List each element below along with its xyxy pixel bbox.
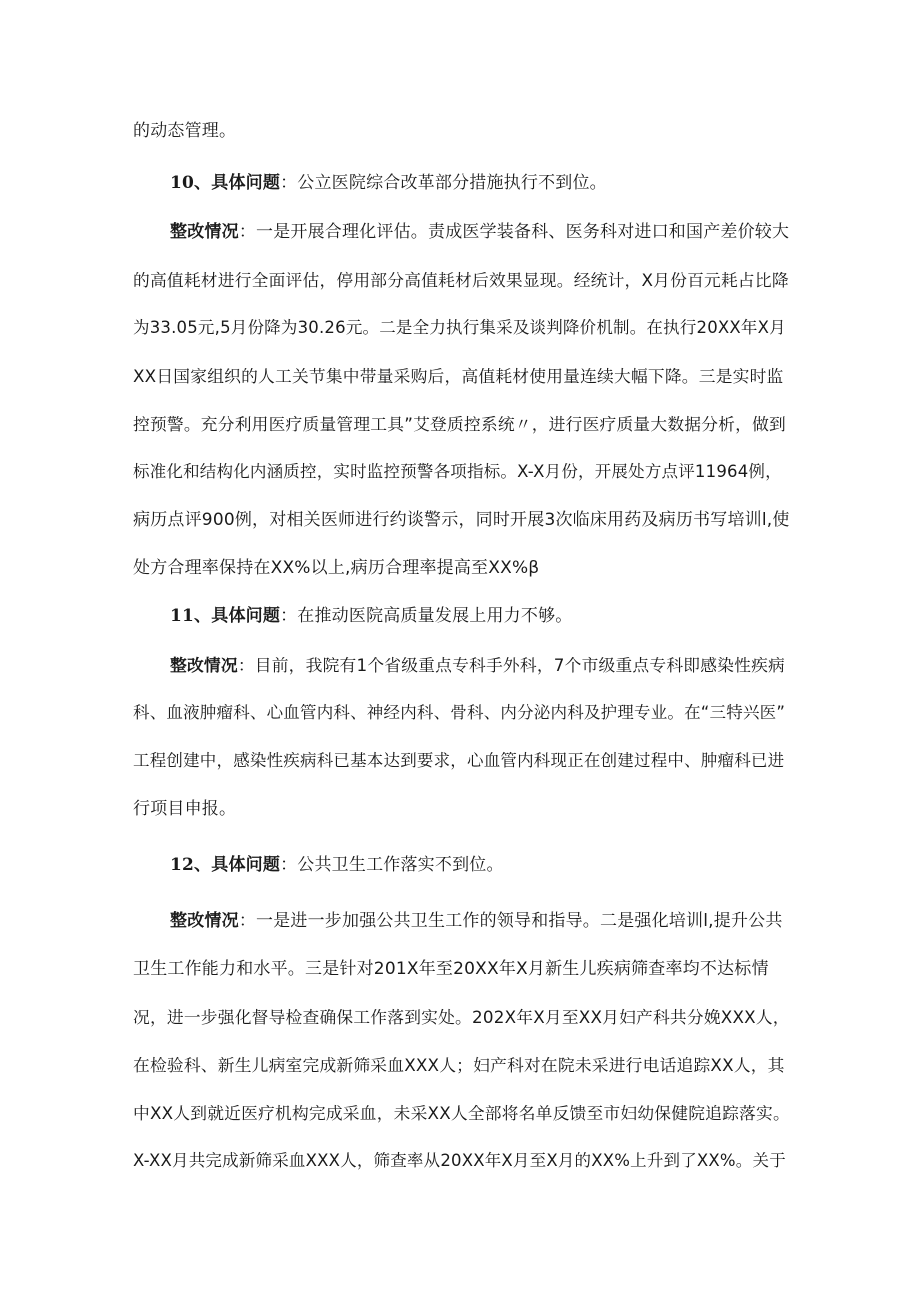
answer-12-line-5 xyxy=(133,1103,790,1123)
answer-label: 整改情况 xyxy=(170,911,239,931)
question-number: 12、 xyxy=(170,855,212,875)
line-text: 卫生工作能力和水平。三是针对201X年至20XX年X月新生儿疾病筛查率均不达标情 xyxy=(133,959,769,979)
question-text: ：公共卫生工作落实不到位。 xyxy=(280,855,504,875)
line-text: ：目前，我院有1个省级重点专科手外科，7个市级重点专科即感染性疾病 xyxy=(237,655,785,675)
line-text: 为33.05元,5月份降为30.26元。二是全力执行集采及谈判降价机制。在执行20XX年X月 xyxy=(133,318,786,337)
answer-12-line-6 xyxy=(133,1151,786,1171)
answer-10-line-5 xyxy=(133,414,786,434)
answer-12-line-2 xyxy=(133,959,769,979)
question-text: ：在推动医院高质量发展上用力不够。 xyxy=(280,606,573,626)
answer-10-line-6 xyxy=(133,462,782,482)
question-10 xyxy=(170,173,607,193)
answer-11-line-3 xyxy=(133,751,784,771)
line-text: 中XX人到就近医疗机构完成采血，未采XX人全部将名单反馈至市妇幼保健院追踪落实。 xyxy=(133,1103,790,1123)
answer-11-line-2 xyxy=(133,703,785,723)
line-text: X-XX月共完成新筛采血XXX人，筛查率从20XX年X月至X月的XX%上升到了XX%。关于 xyxy=(133,1151,786,1170)
line-text: 工程创建中，感染性疾病科已基本达到要求，心血管内科现正在创建过程中、肿瘤科已进 xyxy=(133,751,785,770)
line-text: 况，进一步强化督导检查确保工作落到实处。202X年X月至XX月妇产科共分娩XXX人， xyxy=(133,1007,790,1027)
question-label: 具体问题 xyxy=(211,855,281,875)
line-text: ：一是开展合理化评估。责成医学装备科、医务科对进口和国产差价较大 xyxy=(238,222,790,242)
question-label: 具体问题 xyxy=(211,173,281,193)
line-text: 标准化和结构化内涵质控，实时监控预警各项指标。X-X月份，开展处方点评11964例， xyxy=(133,462,782,481)
line-text: 处方合理率保持在XX%以上,病历合理率提高至XX%β xyxy=(133,558,540,578)
answer-12-line-4 xyxy=(133,1055,785,1075)
question-label: 具体问题 xyxy=(211,606,281,626)
answer-10-line-8 xyxy=(133,558,539,578)
answer-12-line-1 xyxy=(170,911,783,931)
question-number: 10、 xyxy=(170,173,212,193)
answer-12-line-3 xyxy=(133,1007,790,1027)
paragraph-line xyxy=(133,121,236,141)
question-text: ：公立医院综合改革部分措施执行不到位。 xyxy=(280,173,607,193)
line-text: 控预警。充分利用医疗质量管理工具”艾登质控系统〃，进行医疗质量大数据分析，做到 xyxy=(133,414,786,434)
answer-10-line-4 xyxy=(133,366,784,386)
line-text: 的高值耗材进行全面评估，停用部分高值耗材后效果显现。经统计，X月份百元耗占比降 xyxy=(133,270,789,290)
answer-10-line-2 xyxy=(133,270,789,290)
question-number: 11、 xyxy=(170,606,212,626)
answer-11-line-4 xyxy=(133,799,236,819)
answer-10-line-3 xyxy=(133,318,786,338)
answer-11-line-1 xyxy=(170,655,785,675)
line-text: 科、血液肿瘤科、心血管内科、神经内科、骨科、内分泌内科及护理专业。在“三特兴医” xyxy=(133,703,786,722)
line-text: XX日国家组织的人工关节集中带量采购后，高值耗材使用量连续大幅下降。三是实时监 xyxy=(133,366,784,386)
question-11 xyxy=(170,606,572,626)
line-text: 行项目申报。 xyxy=(133,799,237,819)
line-text: 病历点评900例，对相关医师进行约谈警示，同时开展3次临床用药及病历书写培训l,使 xyxy=(133,510,790,530)
answer-label: 整改情况 xyxy=(170,222,239,242)
answer-label: 整改情况 xyxy=(170,655,238,675)
line-text: ：一是进一步加强公共卫生工作的领导和指导。二是强化培训l,提升公共 xyxy=(238,911,783,931)
answer-10-line-1 xyxy=(170,222,789,242)
line-text: 在检验科、新生儿病室完成新筛采血XXX人；妇产科对在院未采进行电话追踪XX人，其 xyxy=(133,1055,785,1075)
question-12 xyxy=(170,855,504,875)
answer-10-line-7 xyxy=(133,510,790,530)
line-text: 的动态管理。 xyxy=(133,121,237,141)
